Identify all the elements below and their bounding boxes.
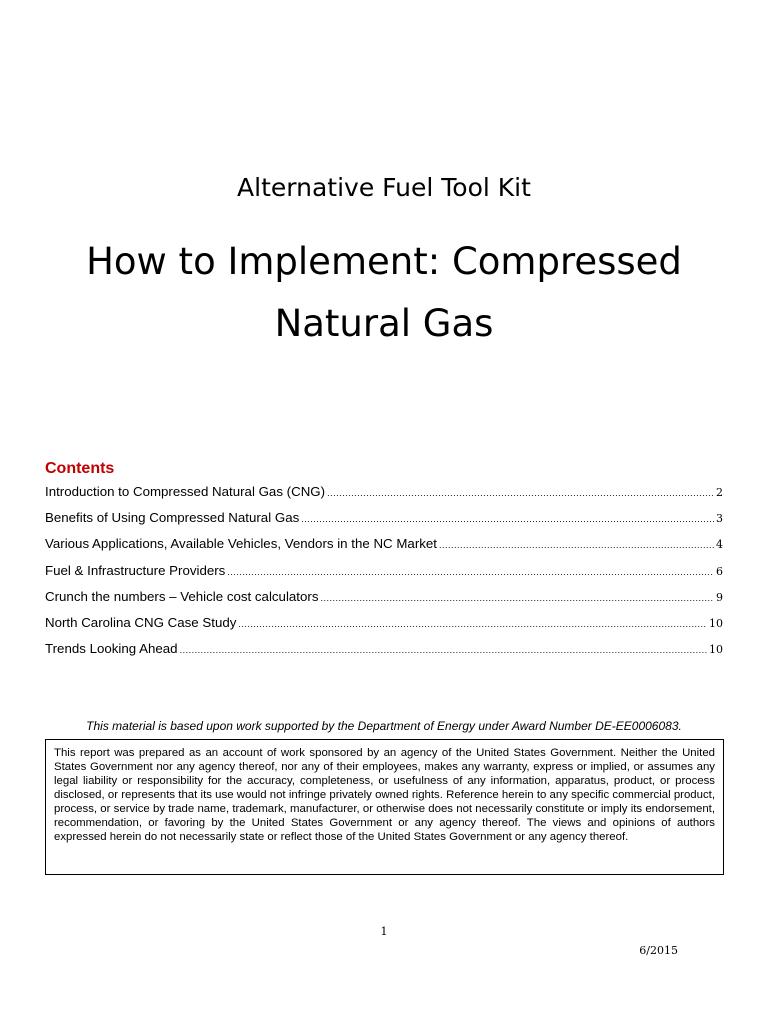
toc-entry[interactable] xyxy=(45,639,723,665)
toc-entry[interactable] xyxy=(45,561,723,587)
toc-leader-dots xyxy=(180,640,707,660)
toc-entry[interactable] xyxy=(45,587,723,613)
toc-entry-label[interactable]: Benefits of Using Compressed Natural Gas xyxy=(45,510,300,526)
toc-entry-page[interactable]: 2 xyxy=(716,486,723,499)
contents-heading: Contents xyxy=(45,460,115,477)
toc-entry-page[interactable]: 6 xyxy=(716,564,723,578)
toc-entry-page[interactable]: 4 xyxy=(716,538,723,552)
toc-leader-dots xyxy=(301,509,714,529)
toc-entry-label[interactable]: Trends Looking Ahead xyxy=(45,641,178,657)
document-date: 6/2015 xyxy=(639,944,678,957)
toc-entry-label[interactable]: Introduction to Compressed Natural Gas (CNG) xyxy=(45,484,326,499)
toc-entry-page[interactable]: 9 xyxy=(716,590,723,604)
toc-entry[interactable] xyxy=(45,613,723,639)
toc-entry-label[interactable]: Various Applications, Available Vehicles, Vendors in the NC Market xyxy=(45,536,437,552)
title-line-2: Natural Gas xyxy=(274,302,494,345)
toc-entry-label[interactable]: Crunch the numbers – Vehicle cost calculators xyxy=(45,588,319,604)
toc-entry-label[interactable]: Fuel & Infrastructure Providers xyxy=(45,562,226,578)
table-of-contents xyxy=(45,482,723,665)
toc-leader-dots xyxy=(439,535,714,555)
subtitle: Alternative Fuel Tool Kit xyxy=(237,173,531,202)
toc-entry-page[interactable]: 10 xyxy=(709,643,723,657)
toc-entry[interactable] xyxy=(45,534,723,560)
toc-leader-dots xyxy=(327,483,714,503)
toc-entry[interactable] xyxy=(45,508,723,534)
toc-entry-page[interactable]: 10 xyxy=(709,616,723,630)
toc-entry-page[interactable]: 3 xyxy=(716,512,723,526)
toc-leader-dots xyxy=(238,614,707,634)
toc-entry[interactable] xyxy=(45,482,723,508)
page-title xyxy=(0,231,768,355)
disclaimer-box: This report was prepared as an account of work sponsored by an agency of the United States Government. Neither the United States Government nor any agency thereof, nor any of their employees, makes any warranty, express or implied, or assumes any legal liability or responsibility for the accuracy, completeness, or usefulness of any information, apparatus, product, or process disclosed, or represents that its use would not infringe privately owned rights. Reference herein to any specific commercial product, process, or service by trade name, trademark, manufacturer, or otherwise does not necessarily constitute or imply its endorsement, recommendation, or favoring by the United States Government or any agency thereof. The views and opinions of authors expressed herein do not necessarily state or reflect those of the United States Government or any agency thereof. xyxy=(45,739,724,875)
toc-leader-dots xyxy=(227,562,714,582)
funding-note: This material is based upon work supported by the Department of Energy under Award Number DE-EE0006083. xyxy=(86,719,682,733)
toc-leader-dots xyxy=(320,588,714,608)
toc-entry-label[interactable]: North Carolina CNG Case Study xyxy=(45,614,237,630)
page-number: 1 xyxy=(380,925,388,938)
title-line-1: How to Implement: Compressed xyxy=(86,240,682,283)
